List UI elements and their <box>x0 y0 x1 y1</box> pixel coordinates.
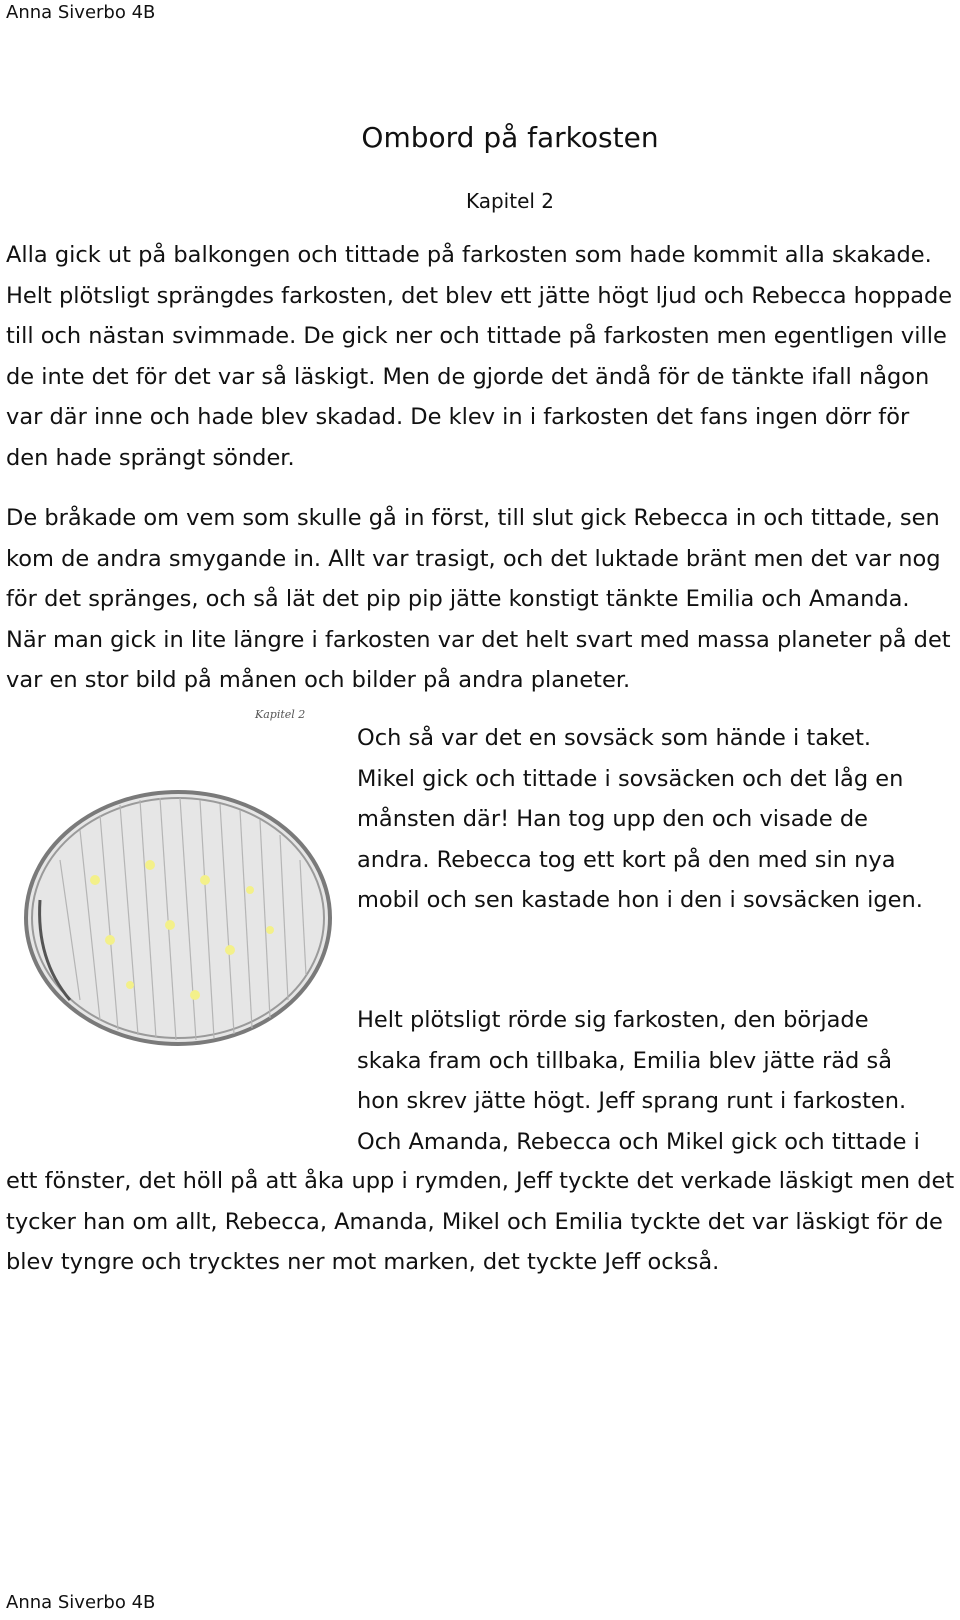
text-line: andra. Rebecca tog ett kort på den med sin nya <box>357 846 896 873</box>
moon-drawing-svg <box>0 700 340 1070</box>
page-title: Ombord på farkosten <box>361 121 659 154</box>
text-line: skaka fram och tillbaka, Emilia blev jätte räd så <box>357 1047 893 1074</box>
text-line: Mikel gick och tittade i sovsäcken och det låg en <box>357 765 904 792</box>
drawing-caption: Kapitel 2 <box>255 708 306 721</box>
paragraph-1: Alla gick ut på balkongen och tittade på farkosten som hade kommit alla skakade. Helt plötsligt sprängdes farkosten, det blev ett jätte högt ljud och Rebecca hoppade till och nästan svimmade. De gick ner och tittade på farkosten men egentligen ville de inte det för det var så läskigt. Men de gjorde det ändå för de tänkte ifall någon var där inne och hade blev skadad. De klev in i farkosten det fans ingen dörr för den hade sprängt sönder. <box>6 242 953 471</box>
text-line: Och Amanda, Rebecca och Mikel gick och tittade i <box>357 1128 920 1155</box>
chapter-label: Kapitel 2 <box>465 189 555 213</box>
paragraph-2: De bråkade om vem som skulle gå in först, till slut gick Rebecca in och tittade, sen kom de andra smygande in. Allt var trasigt, och det luktade bränt men det var nog för det spränges, och så lät det pip pip jätte konstigt tänkte Emilia och Amanda. När man gick in lite längre i farkosten var det helt svart med massa planeter på det var en stor bild på månen och bilder på andra planeter. <box>6 505 951 694</box>
header-author: Anna Siverbo 4B <box>6 2 156 23</box>
footer-author: Anna Siverbo 4B <box>6 1592 156 1613</box>
text-line: mobil och sen kastade hon i den i sovsäcken igen. <box>357 887 923 914</box>
text-line: månsten där! Han tog upp den och visade de <box>357 806 868 833</box>
paragraph-liftoff <box>357 1000 937 1162</box>
paragraph-liftoff-continued: ett fönster, det höll på att åka upp i rymden, Jeff tyckte det verkade läskigt men det tycker han om allt, Rebecca, Amanda, Mikel och Emilia tyckte det var läskigt för de blev tyngre och trycktes ner mot marken, det tyckte Jeff också. <box>6 1168 955 1276</box>
moon-drawing <box>0 700 340 1070</box>
text-line: hon skrev jätte högt. Jeff sprang runt i farkosten. <box>357 1088 907 1115</box>
text-line: Helt plötsligt rörde sig farkosten, den började <box>357 1007 869 1033</box>
text-line: Och så var det en sovsäck som hände i taket. <box>357 725 872 751</box>
paragraph-sleeping-bag <box>357 718 937 921</box>
